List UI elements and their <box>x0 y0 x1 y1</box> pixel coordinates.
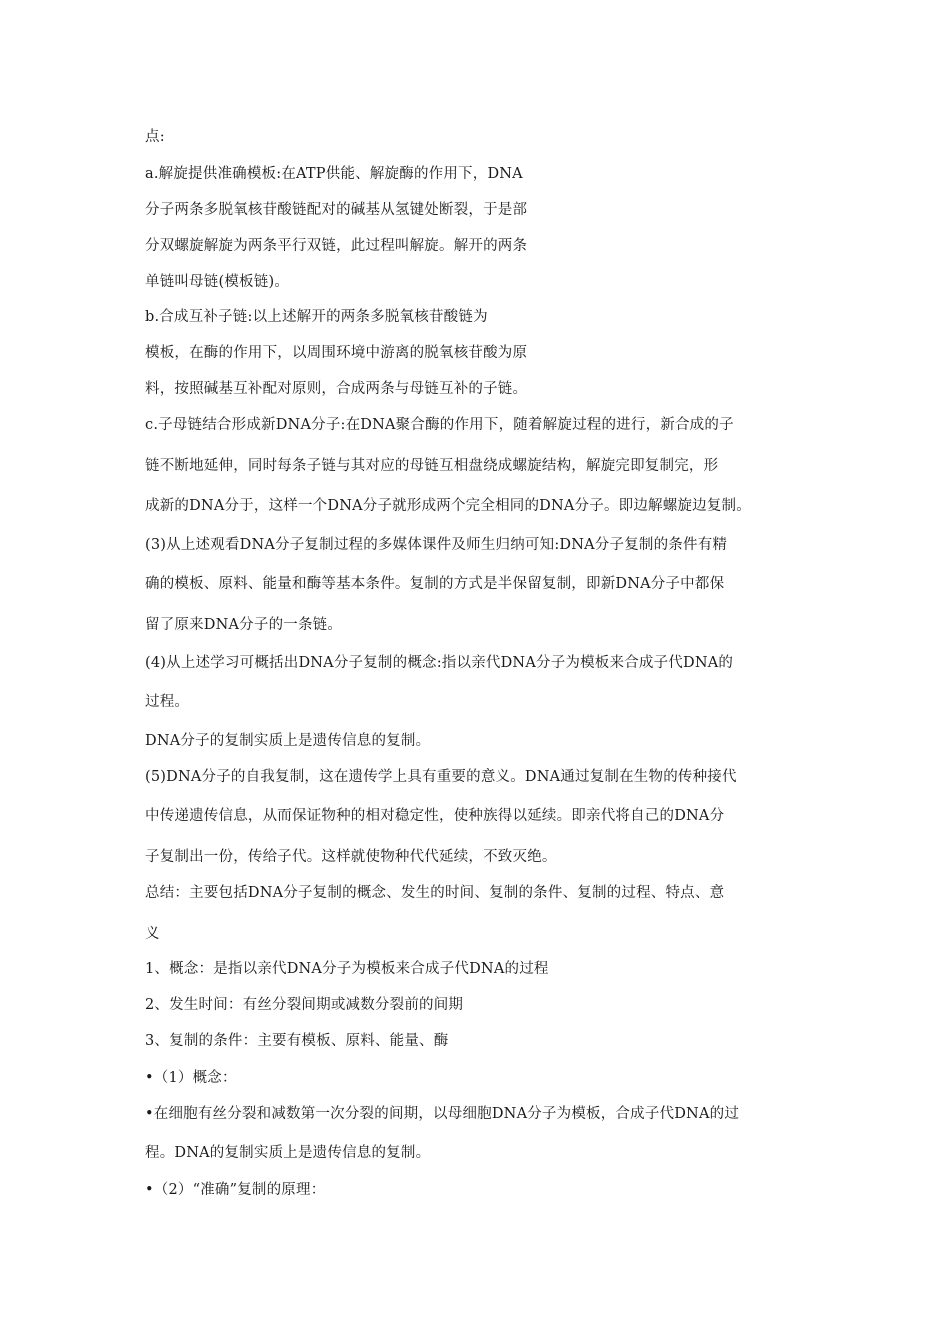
text-line: 分子两条多脱氧核苷酸链配对的碱基从氢键处断裂，于是部 <box>145 202 528 218</box>
text-line: (5)DNA分子的自我复制，这在遗传学上具有重要的意义。DNA通过复制在生物的传种接代 <box>145 769 737 785</box>
text-line: 程。DNA的复制实质上是遗传信息的复制。 <box>145 1145 431 1161</box>
text-line: 过程。 <box>145 694 190 710</box>
text-line: 义 <box>145 926 160 942</box>
text-line: 成新的DNA分于，这样一个DNA分子就形成两个完全相同的DNA分子。即边解螺旋边复制。 <box>145 498 751 514</box>
text-line: 1、概念：是指以亲代DNA分子为模板来合成子代DNA的过程 <box>145 961 549 977</box>
text-line: •（1）概念： <box>145 1070 237 1086</box>
text-line: 2、发生时间：有丝分裂间期或减数分裂前的间期 <box>145 997 464 1013</box>
text-line: 中传递遗传信息，从而保证物种的相对稳定性，使种族得以延续。即亲代将自己的DNA分 <box>145 808 725 824</box>
text-line: b.合成互补子链:以上述解开的两条多脱氧核苷酸链为 <box>145 309 488 325</box>
text-line: DNA分子的复制实质上是遗传信息的复制。 <box>145 733 431 749</box>
text-line: 留了原来DNA分子的一条链。 <box>145 617 343 633</box>
text-line: 总结：主要包括DNA分子复制的概念、发生的时间、复制的条件、复制的过程、特点、意 <box>145 885 725 901</box>
text-line: 点: <box>145 129 165 145</box>
text-line: 确的模板、原料、能量和酶等基本条件。复制的方式是半保留复制，即新DNA分子中都保 <box>145 576 725 592</box>
text-line: •在细胞有丝分裂和减数第一次分裂的间期，以母细胞DNA分子为模板，合成子代DNA的过 <box>145 1106 740 1122</box>
text-line: 分双螺旋解旋为两条平行双链，此过程叫解旋。解开的两条 <box>145 238 528 254</box>
text-line: 料，按照碱基互补配对原则，合成两条与母链互补的子链。 <box>145 381 528 397</box>
text-line: 子复制出一份，传给子代。这样就使物种代代延续，不致灭绝。 <box>145 849 557 865</box>
text-line: c.子母链结合形成新DNA分子:在DNA聚合酶的作用下，随着解旋过程的进行，新合成的子 <box>145 417 734 433</box>
text-line: (4)从上述学习可概括出DNA分子复制的概念:指以亲代DNA分子为模板来合成子代DNA的 <box>145 655 734 671</box>
text-line: a.解旋提供准确模板:在ATP供能、解旋酶的作用下，DNA <box>145 166 523 182</box>
text-line: 模板，在酶的作用下，以周围环境中游离的脱氧核苷酸为原 <box>145 345 528 361</box>
text-line: •（2）“准确”复制的原理： <box>145 1182 326 1198</box>
text-line: 3、复制的条件：主要有模板、原料、能量、酶 <box>145 1033 449 1049</box>
text-line: (3)从上述观看DNA分子复制过程的多媒体课件及师生归纳可知:DNA分子复制的条件有精 <box>145 537 728 553</box>
text-line: 链不断地延伸，同时每条子链与其对应的母链互相盘绕成螺旋结构，解旋完即复制完，形 <box>145 458 719 474</box>
text-line: 单链叫母链(模板链)。 <box>145 274 290 290</box>
